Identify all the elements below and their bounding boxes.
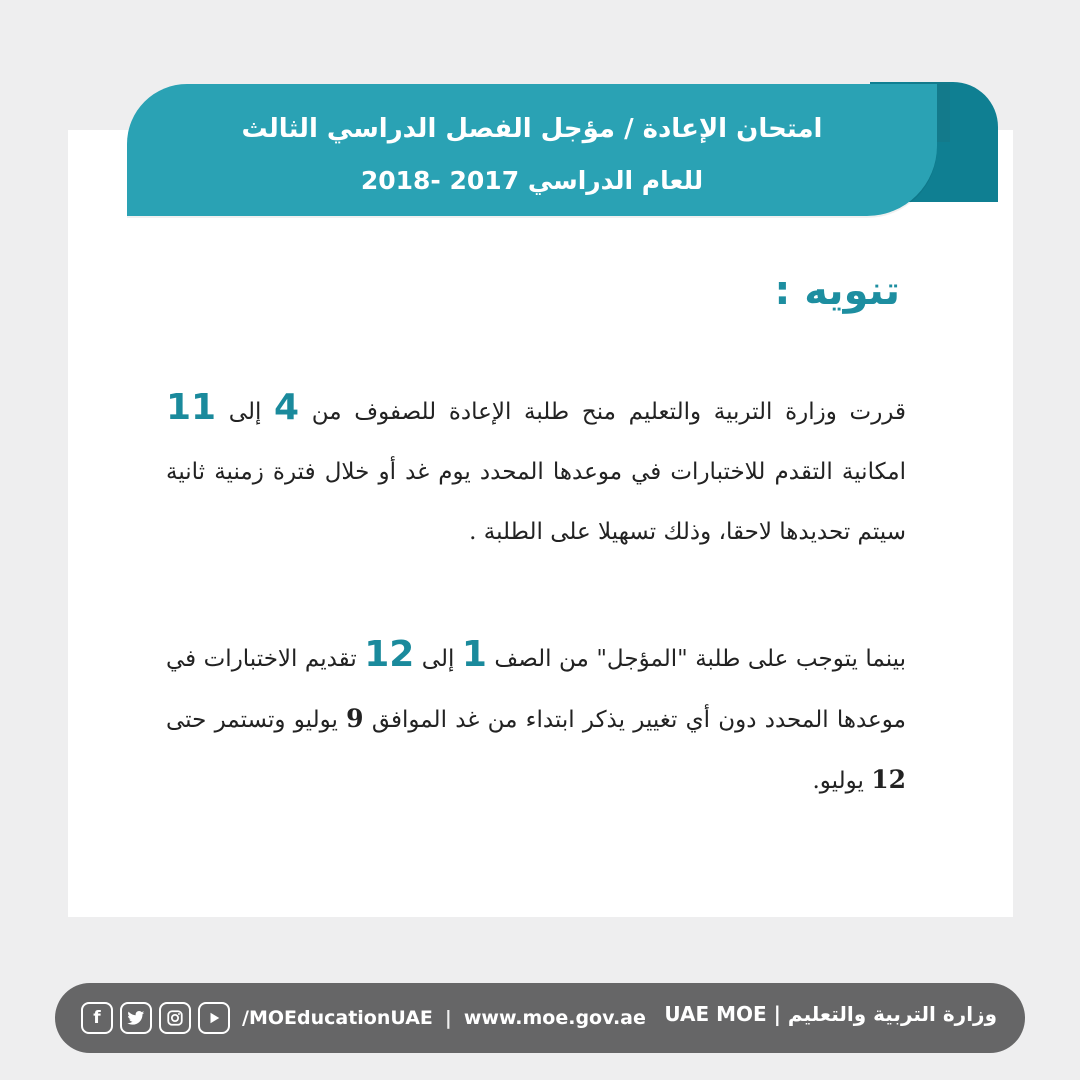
- facebook-icon[interactable]: f: [81, 1002, 113, 1034]
- banner-title: امتحان الإعادة / مؤجل الفصل الدراسي الثالث: [241, 114, 823, 144]
- date-number: 9: [346, 704, 364, 733]
- footer-bar: [55, 983, 1025, 1053]
- social-handle[interactable]: /MOEducationUAE: [242, 1007, 433, 1029]
- twitter-icon[interactable]: [120, 1002, 152, 1034]
- paragraph-text: تقديم الاختبارات في موعدها المحدد دون أي تغيير يذكر ابتداء من غد الموافق: [166, 646, 906, 733]
- paragraph-text: امكانية التقدم للاختبارات في موعدها المحدد يوم غد أو خلال فترة زمنية ثانية سيتم تحديدها لاحقا، وذلك تسهيلا على الطلبة .: [166, 459, 906, 545]
- youtube-icon[interactable]: [198, 1002, 230, 1034]
- grade-number: 4: [274, 387, 300, 428]
- ministry-name: وزارة التربية والتعليم | UAE MOE: [664, 1002, 997, 1026]
- date-number: 12: [871, 765, 906, 794]
- banner-subtitle: للعام الدراسي 2017 -2018: [360, 166, 704, 195]
- paragraph-text: إلى: [414, 646, 462, 672]
- paragraph-retake: [166, 378, 906, 562]
- social-links: [81, 998, 646, 1038]
- grade-number: 11: [166, 387, 217, 428]
- paragraph-text: بينما يتوجب على طلبة "المؤجل" من الصف: [486, 646, 906, 672]
- notice-heading: تنويه :: [774, 268, 900, 314]
- instagram-icon[interactable]: [159, 1002, 191, 1034]
- title-banner: [127, 84, 937, 216]
- grade-number: 1: [461, 634, 487, 675]
- paragraph-deferred: [166, 625, 906, 811]
- paragraph-text: يوليو وتستمر حتى: [166, 707, 347, 733]
- paragraph-text: قررت وزارة التربية والتعليم منح طلبة الإعادة للصفوف من: [299, 399, 906, 425]
- footer-separator: |: [444, 1007, 452, 1029]
- paragraph-text: يوليو.: [812, 768, 872, 794]
- social-icons: [81, 1002, 230, 1034]
- website-link[interactable]: www.moe.gov.ae: [463, 1007, 646, 1029]
- paragraph-text: إلى: [216, 399, 275, 425]
- grade-number: 12: [364, 634, 415, 675]
